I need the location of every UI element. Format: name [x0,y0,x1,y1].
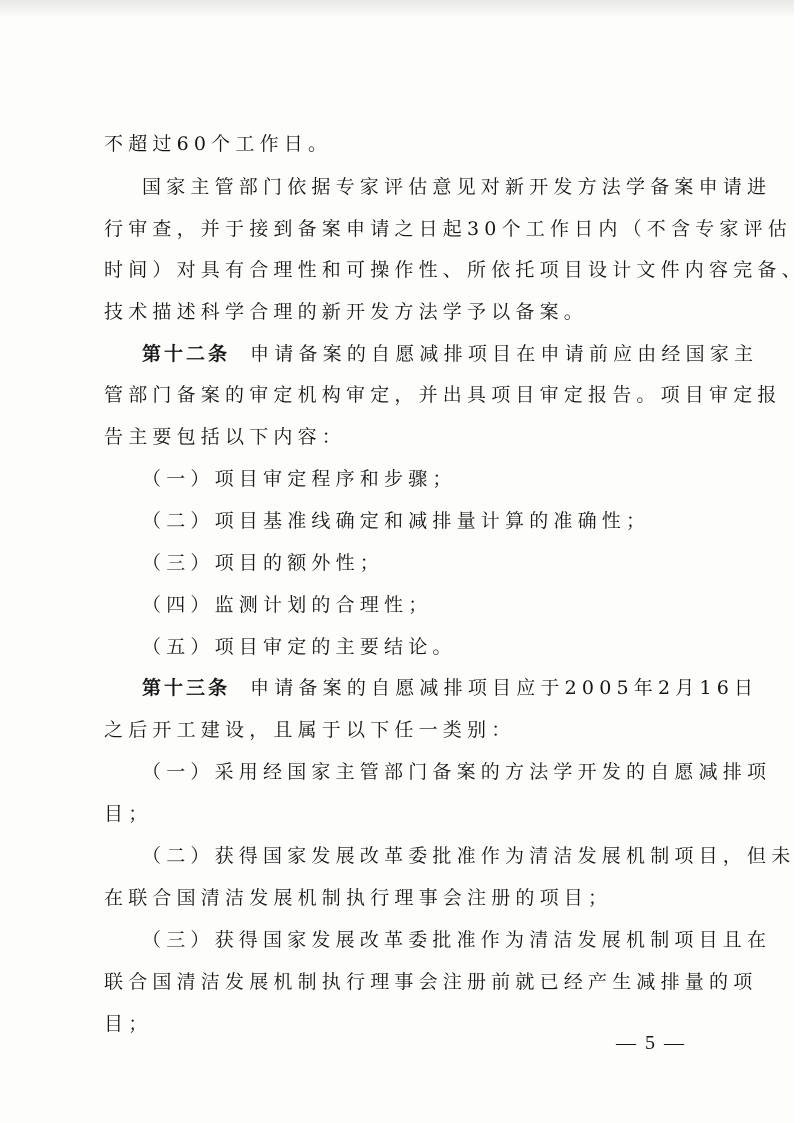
scan-shadow [0,0,794,18]
text-line: 管部门备案的审定机构审定，并出具项目审定报告。项目审定报 [104,384,782,406]
text-line: 之后开工建设，且属于以下任一类别： [104,719,516,741]
article-12-line [142,341,759,367]
list-item: （四）监测计划的合理性； [142,594,433,616]
text-line: 时间）对具有合理性和可操作性、所依托项目设计文件内容完备、 [104,259,806,281]
list-item: （一）采用经国家主管部门备案的方法学开发的自愿减排项 [142,761,772,783]
article-12-label: 第十二条 [142,343,231,365]
list-item: （二）获得国家发展改革委批准作为清洁发展机制项目，但未 [142,845,796,867]
page-number: — 5 — [616,1032,686,1054]
article-13-line [142,675,759,701]
list-item: （五）项目审定的主要结论。 [142,636,457,658]
list-item: （三）项目的额外性； [142,552,385,574]
list-item: （二）项目基准线确定和减排量计算的准确性； [142,510,651,532]
text-line: 申请备案的自愿减排项目应于2005年2月16日 [250,677,759,699]
text-line: 行审查，并于接到备案申请之日起30个工作日内（不含专家评估 [104,218,792,240]
list-item: （三）获得国家发展改革委批准作为清洁发展机制项目且在 [142,929,772,951]
article-13-label: 第十三条 [142,677,231,699]
text-line: 联合国清洁发展机制执行理事会注册前就已经产生减排量的项 [104,971,758,993]
text-line: 告主要包括以下内容： [104,426,347,448]
text-line: 目； [104,1013,153,1035]
text-line: 技术描述科学合理的新开发方法学予以备案。 [104,301,589,323]
text-line: 国家主管部门依据专家评估意见对新开发方法学备案申请进 [142,176,772,198]
text-line: 申请备案的自愿减排项目在申请前应由经国家主 [250,343,759,365]
list-item: （一）项目审定程序和步骤； [142,468,457,490]
text-line: 在联合国清洁发展机制执行理事会注册的项目； [104,887,613,909]
text-line: 不超过60个工作日。 [104,133,333,155]
text-line: 目； [104,803,153,825]
